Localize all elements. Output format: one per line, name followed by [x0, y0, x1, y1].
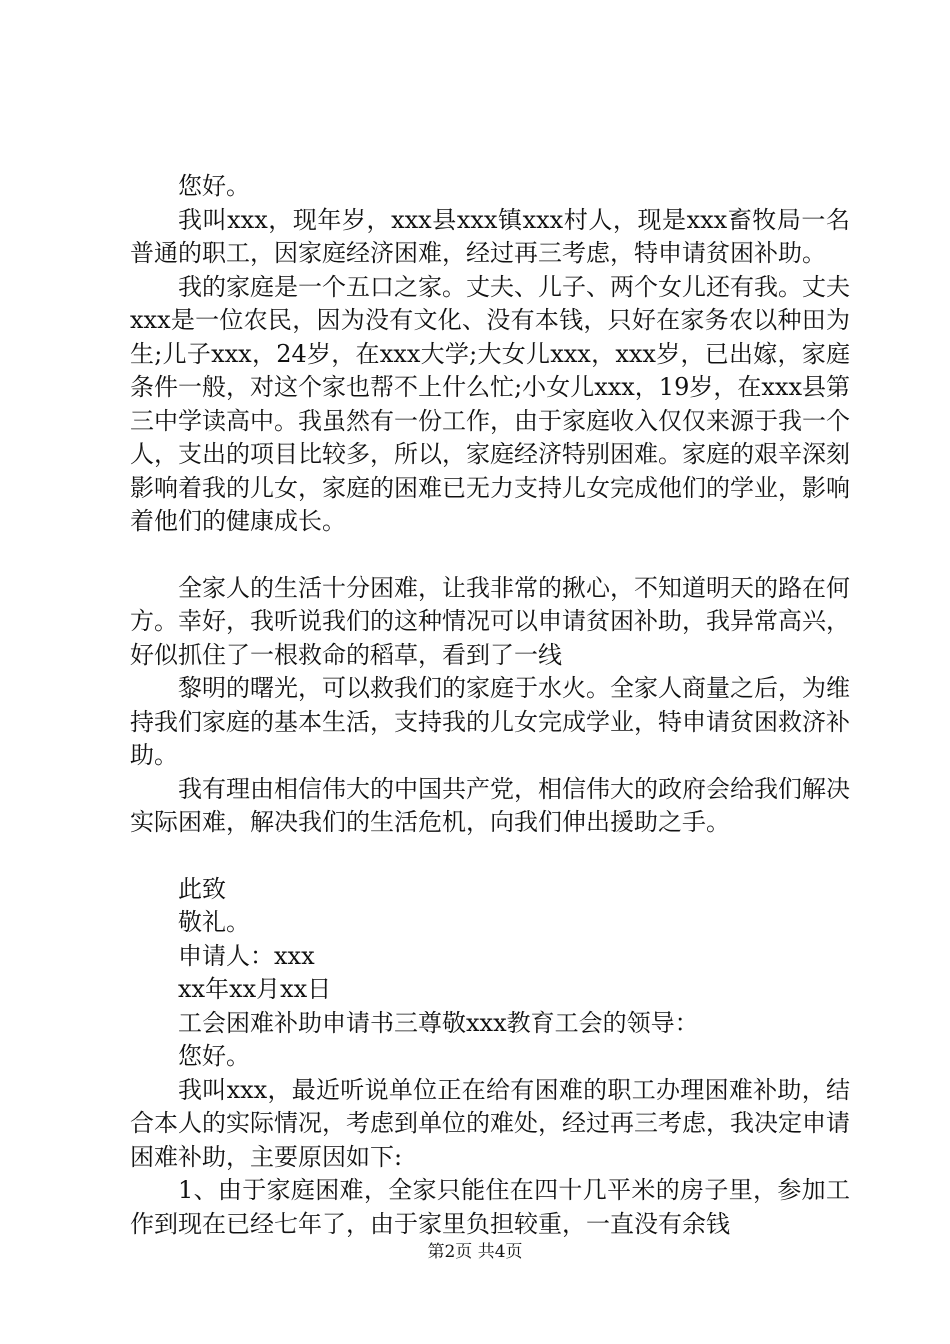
paragraph: 我的家庭是一个五口之家。丈夫、儿子、两个女儿还有我。丈夫xxx是一位农民，因为没有文化、没有本钱，只好在家务农以种田为生;儿子xxx，24岁，在xxx大学;大女儿xxx，xxx岁，已出嫁，家庭条件一般，对这个家也帮不上什么忙;小女儿xxx，19岁，在xxx县第三中学读高中。我虽然有一份工作，由于家庭收入仅仅来源于我一个人，支出的项目比较多，所以，家庭经济特别困难。家庭的艰辛深刻影响着我的儿女，家庭的困难已无力支持儿女完成他们的学业，影响着他们的健康成长。 [130, 272, 850, 535]
paragraph: 我有理由相信伟大的中国共产党，相信伟大的政府会给我们解决实际困难，解决我们的生活危机，向我们伸出援助之手。 [130, 774, 850, 836]
paragraph: 1、由于家庭困难，全家只能住在四十几平米的房子里，参加工作到现在已经七年了，由于家里负担较重，一直没有余钱 [130, 1176, 850, 1238]
paragraph: 全家人的生活十分困难，让我非常的揪心，不知道明天的路在何方。幸好，我听说我们的这种情况可以申请贫困补助，我异常高兴，好似抓住了一根救命的稻草，看到了一线 [130, 573, 850, 669]
closing-salutation: 此致 [178, 874, 226, 903]
greeting: 您好。 [178, 172, 250, 200]
applicant-signature: 申请人：xxx [178, 941, 315, 970]
second-letter-heading: 工会困难补助申请书三尊敬xxx教育工会的领导： [178, 1008, 699, 1037]
document-body [130, 170, 850, 1241]
paragraph-gap [130, 539, 850, 572]
letter-date: xx年xx月xx日 [178, 975, 332, 1003]
paragraph: 我叫xxx，现年岁，xxx县xxx镇xxx村人，现是xxx畜牧局一名普通的职工，因家庭经济困难，经过再三考虑，特申请贫困补助。 [130, 205, 850, 267]
paragraph: 我叫xxx，最近听说单位正在给有困难的职工办理困难补助，结合本人的实际情况，考虑到单位的难处，经过再三考虑，我决定申请困难补助，主要原因如下: [130, 1075, 850, 1171]
paragraph: 黎明的曙光，可以救我们的家庭于水火。全家人商量之后，为维持我们家庭的基本生活，支持我的儿女完成学业，特申请贫困救济补助。 [130, 674, 850, 769]
page-footer: 第2页 共4页 [427, 1242, 523, 1262]
paragraph-gap [130, 840, 850, 873]
second-letter-greeting: 您好。 [178, 1042, 250, 1070]
closing-regards: 敬礼。 [178, 908, 250, 936]
